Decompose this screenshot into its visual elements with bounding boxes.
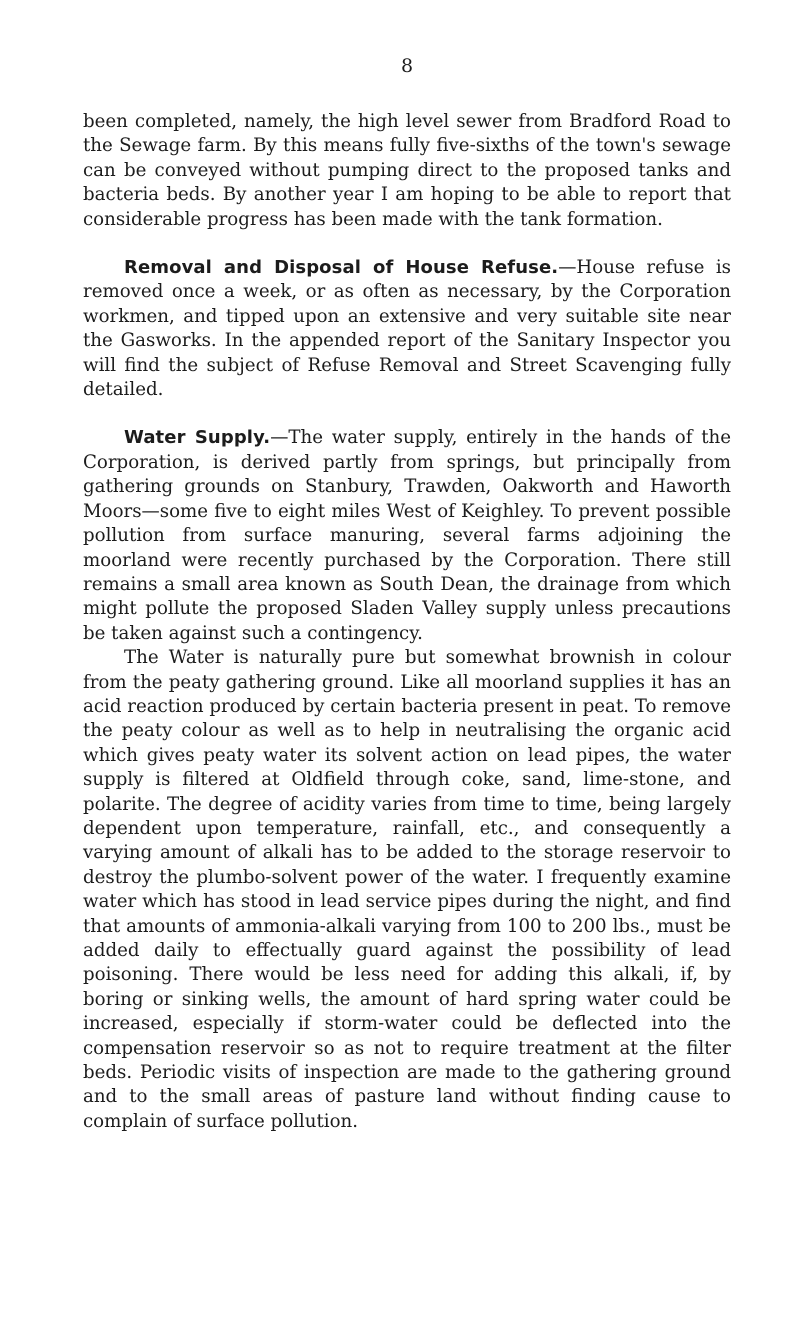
section-heading-house-refuse: Removal and Disposal of House Refuse. xyxy=(124,257,559,279)
paragraph-text: —The water supply, entirely in the hands of the Corporation, is derived partly from springs, but principally from gathering grounds on Stanbury, Trawden, Oakworth and Haworth Moors—some five to eight miles West of Keighley. To prevent possible pollution from surface manuring, several farms adjoining the moorland were recently purchased by the Corporation. There still remains a small area known as South Dean, the drainage from which might pollute the proposed Sladen Valley supply unless precautions be taken against such a contingency. xyxy=(83,427,731,644)
body-text xyxy=(83,110,731,1134)
paragraph-text: —House refuse is removed once a week, or as often as necessary, by the Corporation workmen, and tipped upon an extensive and very suitable site near the Gasworks. In the appended report of the Sanitary Inspector you will find the subject of Refuse Removal and Street Scavenging fully detailed. xyxy=(83,257,731,401)
paragraph-sewer-continuation xyxy=(83,110,731,232)
paragraph-text: been completed, namely, the high level sewer from Bradford Road to the Sewage farm. By this means fully five-sixths of the town's sewage can be conveyed without pumping direct to the proposed tanks and bacteria beds. By another year I am hoping to be able to report that considerable progress has been made with the tank formation. xyxy=(83,111,731,230)
paragraph-water-quality xyxy=(83,646,731,1134)
section-heading-water-supply: Water Supply. xyxy=(124,427,271,449)
page-number: 8 xyxy=(400,55,414,77)
paragraph-house-refuse xyxy=(83,256,731,402)
paragraph-water-supply xyxy=(83,426,731,646)
paragraph-text: The Water is naturally pure but somewhat brownish in colour from the peaty gathering ground. Like all moorland supplies it has an acid reaction produced by certain bacteria present in peat. To remove the peaty colour as well as to help in neutralising the organic acid which gives peaty water its solvent action on lead pipes, the water supply is filtered at Oldfield through coke, sand, lime-stone, and polarite. The degree of acidity varies from time to time, being largely dependent upon temperature, rainfall, etc., and consequently a varying amount of alkali has to be added to the storage reservoir to destroy the plumbo-solvent power of the water. I frequently examine water which has stood in lead service pipes during the night, and find that amounts of ammonia-alkali varying from 100 to 200 lbs., must be added daily to effectually guard against the possibility of lead poisoning. There would be less need for adding this alkali, if, by boring or sinking wells, the amount of hard spring water could be increased, especially if storm-water could be deflected into the compensation reservoir so as not to require treatment at the filter beds. Periodic visits of inspection are made to the gathering ground and to the small areas of pasture land without finding cause to complain of surface pollution. xyxy=(83,647,731,1132)
